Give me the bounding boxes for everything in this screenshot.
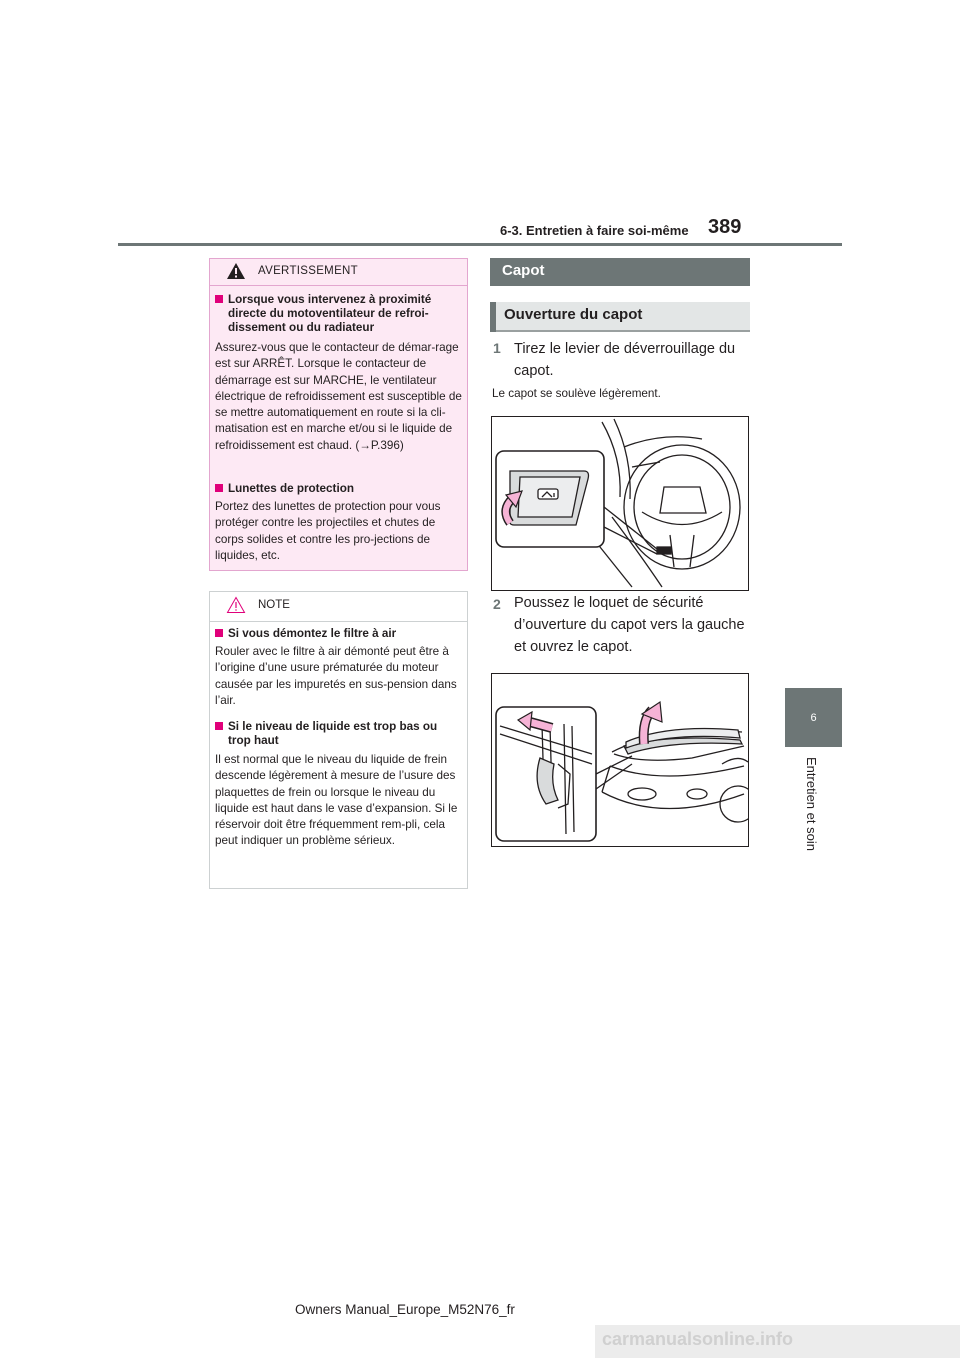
subsection-accent bbox=[490, 302, 496, 332]
note-header bbox=[210, 592, 467, 622]
bullet-square-icon bbox=[215, 629, 223, 637]
section-title: 6-3. Entretien à faire soi-même bbox=[500, 223, 689, 238]
bullet-square-icon bbox=[215, 484, 223, 492]
warning-item-heading: Lunettes de protection bbox=[215, 482, 463, 496]
warning-triangle-icon bbox=[226, 262, 246, 280]
warning-item-heading: Lorsque vous intervenez à proximité directe du motoventilateur de refroi-dissement ou du radiateur bbox=[215, 293, 463, 335]
chapter-label bbox=[804, 757, 820, 877]
warning-title: AVERTISSEMENT bbox=[258, 265, 358, 277]
step-number: 1 bbox=[493, 340, 501, 356]
note-item-heading: Si vous démontez le filtre à air bbox=[215, 627, 463, 641]
caution-triangle-icon bbox=[226, 596, 246, 614]
section-heading: Capot bbox=[502, 262, 545, 279]
note-title: NOTE bbox=[258, 599, 290, 611]
note-item-text: Il est normal que le niveau du liquide de frein descende légèrement à mesure de l’usure des plaquettes de frein ou lorsque le niveau du liquide est haut dans le vase d’expansion. Si le réservoir doit être fréquemment rem-pli, cela peut indiquer un problème sérieux. bbox=[215, 753, 458, 848]
warning-item-text: Assurez-vous que le contacteur de démar-rage est sur ARRÊT. Lorsque le contacteur de démarrage est sur MARCHE, le ventilateur électrique de refroidissement est susceptible de se mettre automatiquement en route si la cli-matisation est en marche et/ou si le liquide de refroidissement est chaud. (→P.396) bbox=[215, 341, 462, 452]
chapter-number: 6 bbox=[810, 712, 817, 724]
hood-release-illustration bbox=[491, 416, 749, 591]
page-number: 389 bbox=[708, 216, 742, 238]
step-text: Poussez le loquet de sécurité d’ouverture du capot vers la gauche et ouvrez le capot. bbox=[514, 595, 745, 655]
step-text: Tirez le levier de déverrouillage du capot. bbox=[514, 341, 736, 379]
note-item-heading: Si le niveau de liquide est trop bas ou trop haut bbox=[215, 720, 463, 748]
bullet-square-icon bbox=[215, 295, 223, 303]
step-number: 2 bbox=[493, 596, 501, 612]
warning-item-text: Portez des lunettes de protection pour vous protéger contre les projectiles et chutes de corps solides et contre les pro-jections de liquides, etc. bbox=[215, 500, 441, 562]
subsection-heading: Ouverture du capot bbox=[504, 306, 643, 323]
note-item-text: Rouler avec le filtre à air démonté peut être à l’origine d’une usure prématurée du moteur causée par les impuretés en sus-pension dans l’air. bbox=[215, 645, 457, 707]
footer-text: Owners Manual_Europe_M52N76_fr bbox=[295, 1302, 515, 1317]
header-rule bbox=[118, 243, 842, 246]
watermark-text: carmanualsonline.info bbox=[602, 1329, 794, 1349]
bullet-square-icon bbox=[215, 722, 223, 730]
chapter-label-text: Entretien et soin bbox=[804, 757, 819, 851]
hood-latch-illustration bbox=[491, 673, 749, 847]
step-note: Le capot se soulève légèrement. bbox=[492, 387, 661, 400]
